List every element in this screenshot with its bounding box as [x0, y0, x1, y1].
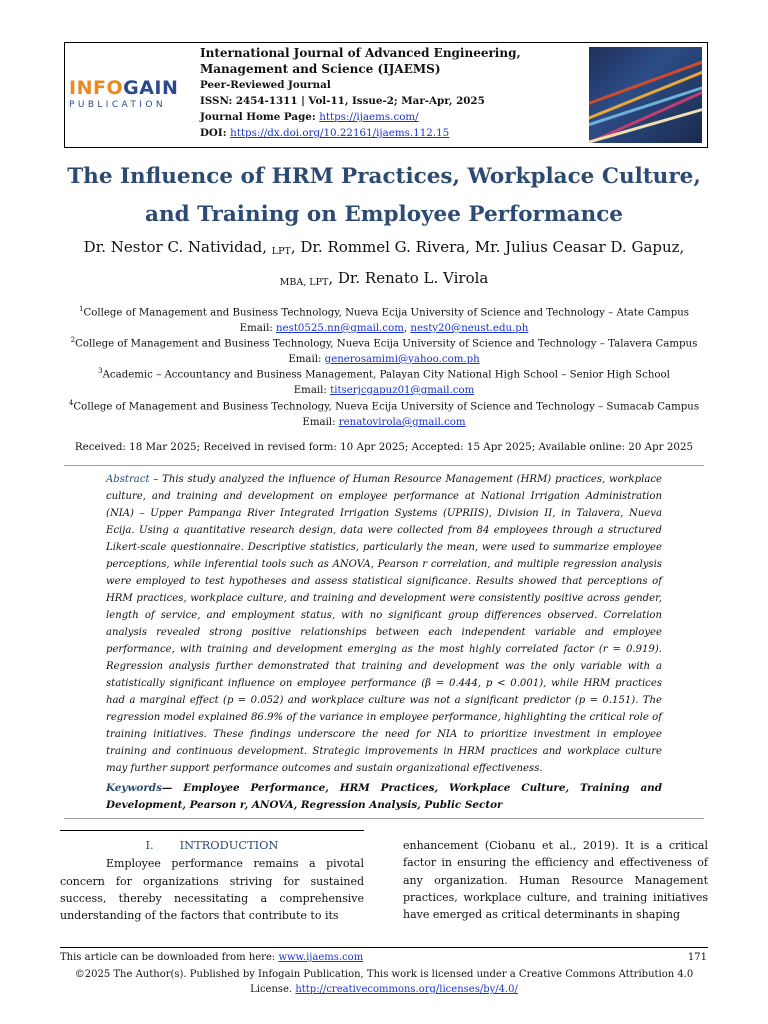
homepage-label: Journal Home Page: — [200, 111, 320, 123]
abstract-text: – This study analyzed the influence of Human Resource Management (HRM) practices, workplace culture, and training and development on employee performance at National Irrigation Administration (NIA) – Upper Pampanga River Integrated Irrigation Systems (UPRIIS), Division II, in Talavera, Nueva Ecija. Using a quantitative research design, data were collected from 84 employees through a structured Likert-scale questionnaire. Descriptive statistics, particularly the mean, were used to summarize employee perceptions, while inferential tools such as ANOVA, Pearson r correlation, and multiple regression analysis were employed to test hypotheses and assess statistical significance. Results showed that perceptions of HRM practices, workplace culture, and training and development were consistently positive across gender, length of service, and employment status, with no significant group differences observed. Correlation analysis revealed strong positive relationships between each independent variable and employee performance, with training and development emerging as the most highly correlated factor (r = 0.919). Regression analysis further demonstrated that training and development was the only variable with a statistically significant influence on employee performance (β = 0.444, p < 0.001), while HRM practices had a marginal effect (p = 0.052) and workplace culture was not a significant predictor (p = 0.151). The regression model explained 86.9% of the variance in employee performance, highlighting the critical role of training initiatives. These findings underscore the need for NIA to prioritize investment in employee training and continuous development. Strategic improvements in HRM practices and workplace culture may further support performance outcomes and sustain organizational effectiveness. — [106, 474, 662, 774]
email-label: Email: — [302, 416, 339, 428]
issn-line: ISSN: 2454-1311 | Vol-11, Issue-2; Mar-Apr, 2025 — [200, 95, 485, 107]
title-line-1: The Influence of HRM Practices, Workplace Culture, — [67, 164, 701, 189]
keywords — [106, 780, 662, 814]
section-divider — [60, 830, 364, 831]
email-link-secondary[interactable]: nesty20@neust.edu.ph — [410, 322, 529, 334]
download-label: This article can be downloaded from here: — [60, 952, 279, 963]
email-link[interactable]: generosamimi@yahoo.com.ph — [324, 353, 480, 365]
footer-license — [40, 967, 728, 997]
article-dates: Received: 18 Mar 2025; Received in revised form: 10 Apr 2025; Accepted: 15 Apr 2025; Available online: 20 Apr 2025 — [74, 441, 694, 453]
affiliation-text: College of Management and Business Technology, Nueva Ecija University of Science and Technology – Talavera Campus — [75, 338, 698, 350]
license-link[interactable]: http://creativecommons.org/licenses/by/4.0/ — [295, 984, 518, 995]
author-1-credential: LPT — [271, 246, 291, 257]
body-column-left — [60, 837, 364, 924]
affiliation-number: 4 — [68, 399, 74, 407]
copyright-text: ©2025 The Author(s). Published by Infogain Publication, This work is licensed under a Creative Commons Attribution 4.0 — [74, 969, 694, 980]
paper-title — [40, 158, 728, 234]
affiliation-number: 1 — [78, 305, 84, 313]
email-label: Email: — [293, 384, 331, 396]
abstract-label: Abstract — [106, 474, 150, 485]
author-list — [40, 234, 728, 296]
affiliation-number: 3 — [98, 367, 103, 375]
footer-download — [60, 952, 363, 963]
affiliation-text: Academic – Accountancy and Business Management, Palayan City National High School – Senior High School — [102, 369, 670, 381]
author-1: Dr. Nestor C. Natividad, — [83, 238, 272, 256]
doi-link[interactable]: https://dx.doi.org/10.22161/ijaems.112.15 — [230, 127, 450, 139]
paragraph: enhancement (Ciobanu et al., 2019). It is a critical factor in ensuring the efficiency and effectiveness of any organization. Human Resource Management practices, workplace culture, and training initiatives have emerged as critical determinants in shaping — [403, 839, 708, 922]
logo-text-info: INFO — [69, 77, 124, 99]
peer-reviewed-label: Peer-Reviewed Journal — [200, 79, 331, 91]
logo-subtext: PUBLICATION — [69, 100, 166, 110]
affiliation-number: 2 — [70, 336, 76, 344]
section-heading — [60, 837, 364, 854]
publisher-logo — [69, 78, 189, 118]
body-column-right — [403, 837, 708, 923]
doi-label: DOI: — [200, 127, 231, 139]
email-label: Email: — [239, 322, 276, 334]
abstract — [106, 471, 662, 777]
keywords-label: Keywords — [106, 782, 162, 794]
affiliation-1: $^1$College of Management and Business Technology, Nueva Ecija University of Science and Technology – Atate Campus Email: nest0525.nn@gmail.com, nesty20@neust.edu.ph — [78, 305, 690, 334]
section-number: I. — [145, 838, 154, 852]
journal-header — [64, 42, 708, 148]
page-number: 171 — [687, 952, 707, 963]
authors-2-3: , Dr. Rommel G. Rivera, Mr. Julius Ceasar D. Gapuz, — [290, 238, 685, 256]
keywords-text: — Employee Performance, HRM Practices, Workplace Culture, Training and Development, Pearson r, ANOVA, Regression Analysis, Public Sector — [106, 782, 662, 811]
email-link[interactable]: nest0525.nn@gmail.com — [276, 322, 404, 334]
title-line-2: and Training on Employee Performance — [145, 202, 623, 227]
affiliation-4 — [40, 396, 728, 430]
affiliation-2 — [40, 333, 728, 367]
section-title: INTRODUCTION — [179, 838, 279, 852]
affiliation-3 — [40, 364, 728, 398]
homepage-link[interactable]: https://ijaems.com/ — [319, 111, 419, 123]
email-link[interactable]: renatovirola@gmail.com — [338, 416, 466, 428]
journal-cover-image — [589, 47, 702, 143]
download-link[interactable]: www.ijaems.com — [278, 952, 364, 963]
email-link[interactable]: titserjcgapuz01@gmail.com — [330, 384, 475, 396]
affiliation-text: College of Management and Business Technology, Nueva Ecija University of Science and Technology – Sumacab Campus — [73, 401, 700, 413]
paragraph: Employee performance remains a pivotal concern for organizations striving for sustained success, thereby necessitating a comprehensive understanding of the factors that contribute to its — [60, 857, 364, 923]
journal-info — [200, 43, 590, 141]
affiliation-text: College of Management and Business Technology, Nueva Ecija University of Science and Technology – Atate Campus — [83, 307, 690, 319]
logo-text-gain: GAIN — [123, 77, 179, 99]
author-4: , Dr. Renato L. Virola — [328, 269, 489, 287]
email-label: Email: — [288, 353, 325, 365]
author-3-credential: MBA, LPT — [279, 277, 329, 288]
footer-divider — [60, 947, 708, 948]
license-label: License. — [250, 984, 296, 995]
journal-title: International Journal of Advanced Engineering, Management and Science (IJAEMS) — [200, 46, 521, 76]
